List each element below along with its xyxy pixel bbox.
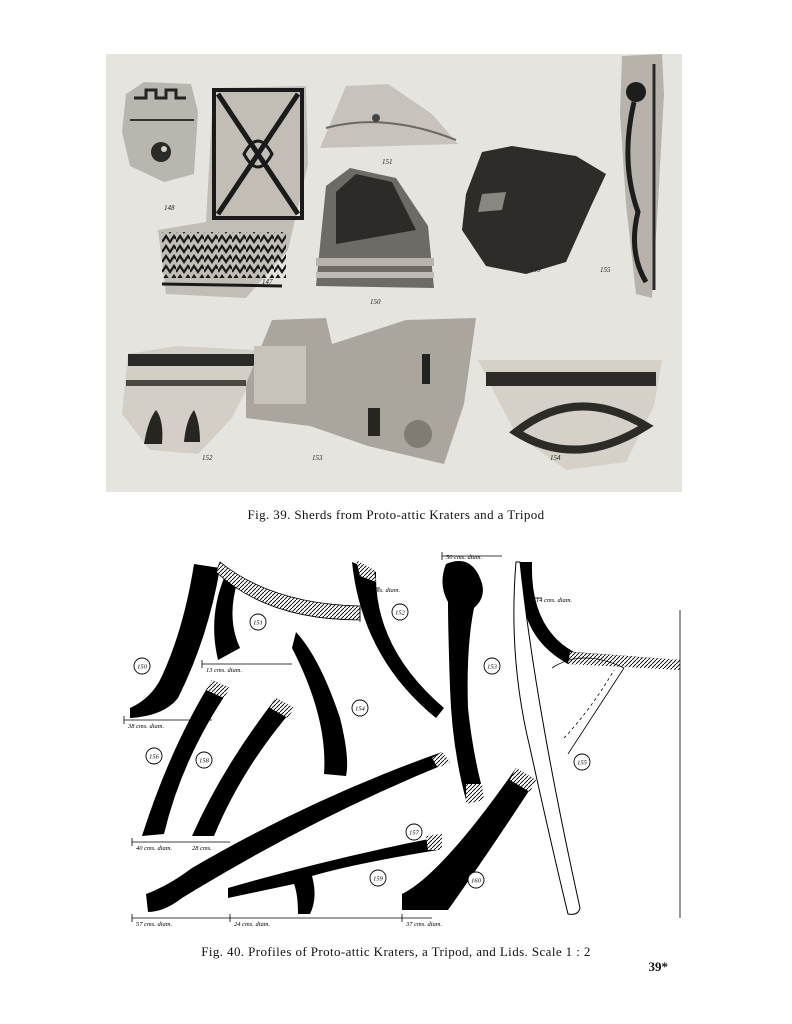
sherd-label-147: 147	[262, 278, 273, 286]
figure-40-profiles	[112, 548, 692, 933]
svg-text:160: 160	[471, 877, 481, 885]
sherd-label-149: 149	[530, 266, 541, 274]
sherd-149	[462, 146, 606, 274]
profile-number-155	[574, 754, 590, 770]
sherd-label-154: 154	[550, 454, 561, 462]
sherd-label-148: 148	[164, 204, 175, 212]
profile-number-154	[352, 700, 368, 716]
svg-text:154: 154	[355, 705, 365, 713]
profile-number-158	[196, 752, 212, 768]
profile-152	[352, 562, 444, 718]
profile-number-152	[392, 604, 408, 620]
profile-number-153	[484, 658, 500, 674]
svg-text:159: 159	[373, 875, 383, 883]
svg-text:152: 152	[395, 609, 405, 617]
dim-label-28cm-b: 28 cms.	[192, 845, 212, 852]
svg-text:153: 153	[487, 663, 497, 671]
dim-label-13cm: 13 cms. diam.	[206, 667, 243, 674]
sherd-152	[122, 346, 256, 454]
sherd-label-153: 153	[312, 454, 323, 462]
sherd-label-151: 151	[382, 158, 393, 166]
profile-number-150	[134, 658, 150, 674]
profile-154	[292, 632, 347, 776]
svg-text:157: 157	[409, 829, 419, 837]
profile-number-156	[146, 748, 162, 764]
sherd-label-155: 155	[600, 266, 611, 274]
dim-label-28cm: 28 cms. diam.	[364, 587, 401, 594]
dim-label-40cm: 40 cms. diam.	[136, 845, 173, 852]
sherd-148	[122, 82, 198, 182]
profile-number-159	[370, 870, 386, 886]
svg-text:158: 158	[199, 757, 209, 765]
profile-number-157	[406, 824, 422, 840]
svg-text:151: 151	[253, 619, 263, 627]
svg-text:155: 155	[577, 759, 587, 767]
sherd-154	[478, 360, 662, 470]
figure-40-caption: Fig. 40. Profiles of Proto-attic Kraters, a Tripod, and Lids. Scale 1 : 2	[201, 944, 591, 959]
dim-label-50cm: 50 cms. diam.	[446, 554, 483, 561]
sherd-label-150: 150	[370, 298, 381, 306]
svg-text:156: 156	[149, 753, 159, 761]
page-number: 39*	[648, 959, 668, 974]
sherd-153	[246, 318, 476, 464]
dim-label-37cm: 37 cms. diam.	[406, 921, 443, 928]
sherd-151	[320, 84, 458, 148]
sherd-150	[316, 168, 434, 288]
sherd-155	[620, 54, 664, 298]
profile-number-160	[468, 872, 484, 888]
profile-number-151	[250, 614, 266, 630]
dim-label-38cm: 38 cms. diam.	[128, 723, 165, 730]
dim-label-14cm: 14 cms. diam.	[536, 597, 573, 604]
profile-151	[214, 578, 240, 660]
figure-39-caption: Fig. 39. Sherds from Proto-attic Kraters and a Tripod	[247, 507, 545, 522]
profile-155	[520, 562, 680, 668]
dim-label-24cm: 24 cms. diam.	[234, 921, 271, 928]
svg-text:150: 150	[137, 663, 147, 671]
sherd-label-152: 152	[202, 454, 213, 462]
dim-label-57cm: 57 cms. diam.	[136, 921, 173, 928]
figure-39-photo	[106, 54, 682, 492]
profile-153	[442, 561, 482, 800]
